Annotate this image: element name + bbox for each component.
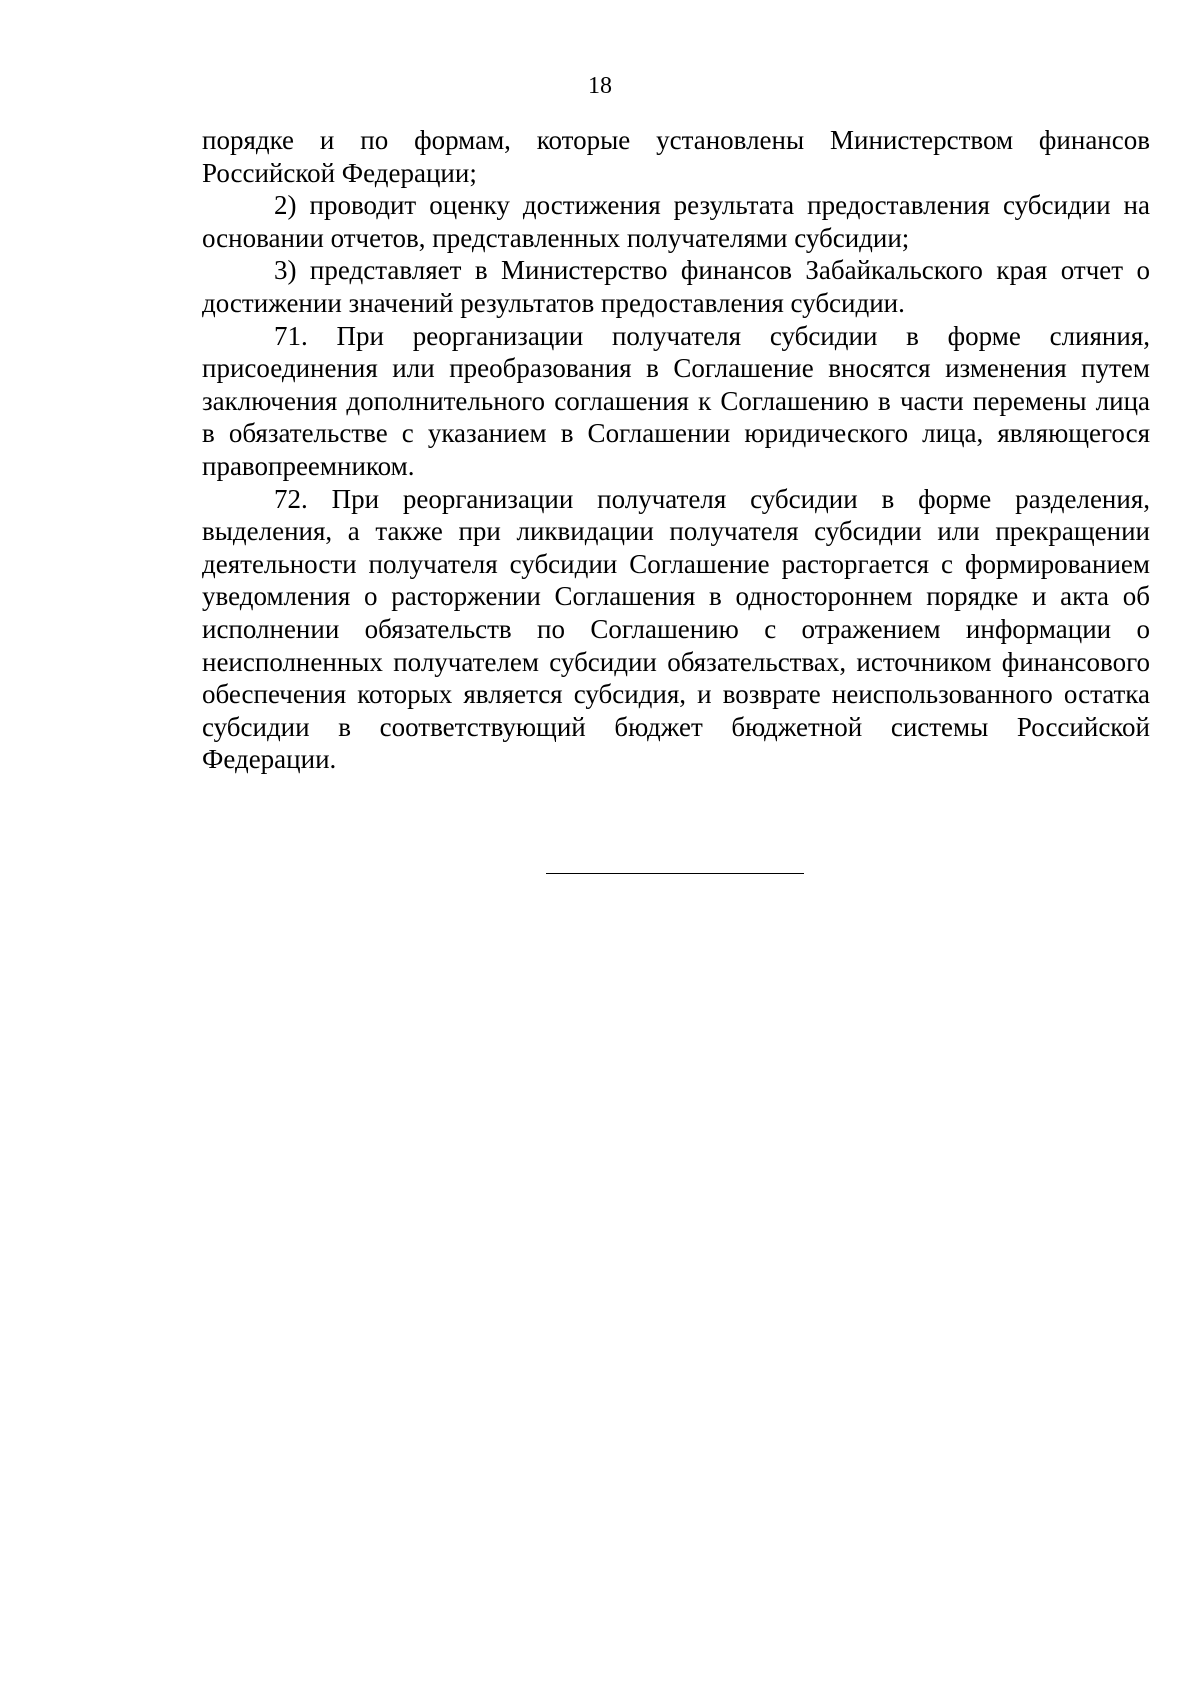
closing-divider-line xyxy=(546,873,804,874)
paragraph-item-3: 3) представляет в Министерство финансов Забайкальского края отчет о достижении значений результатов предоставления субсидии. xyxy=(202,255,1150,318)
document-body xyxy=(202,124,1150,776)
paragraph-clause-72: 72. При реорганизации получателя субсидии в форме разделения, выделения, а также при ликвидации получателя субсидии или прекращении деятельности получателя субсидии Соглашение расторгается с формированием уведомления о расторжении Соглашения в одностороннем порядке и акта об исполнении обязательств по Соглашению с отражением информации о неисполненных получателем субсидии обязательствах, источником финансового обеспечения которых является субсидия, и возврате неиспользованного остатка субсидии в соответствующий бюджет бюджетной системы Российской Федерации. xyxy=(202,483,1150,775)
paragraph-item-2: 2) проводит оценку достижения результата предоставления субсидии на основании отчетов, представленных получателями субсидии; xyxy=(202,190,1150,253)
paragraph-continuation: порядке и по формам, которые установлены Министерством финансов Российской Федерации; xyxy=(202,125,1150,188)
page-number: 18 xyxy=(588,73,612,99)
paragraph-clause-71: 71. При реорганизации получателя субсидии в форме слияния, присоединения или преобразования в Соглашение вносятся изменения путем заключения дополнительного соглашения к Соглашению в части перемены лица в обязательстве с указанием в Соглашении юридического лица, являющегося правопреемником. xyxy=(202,320,1150,481)
